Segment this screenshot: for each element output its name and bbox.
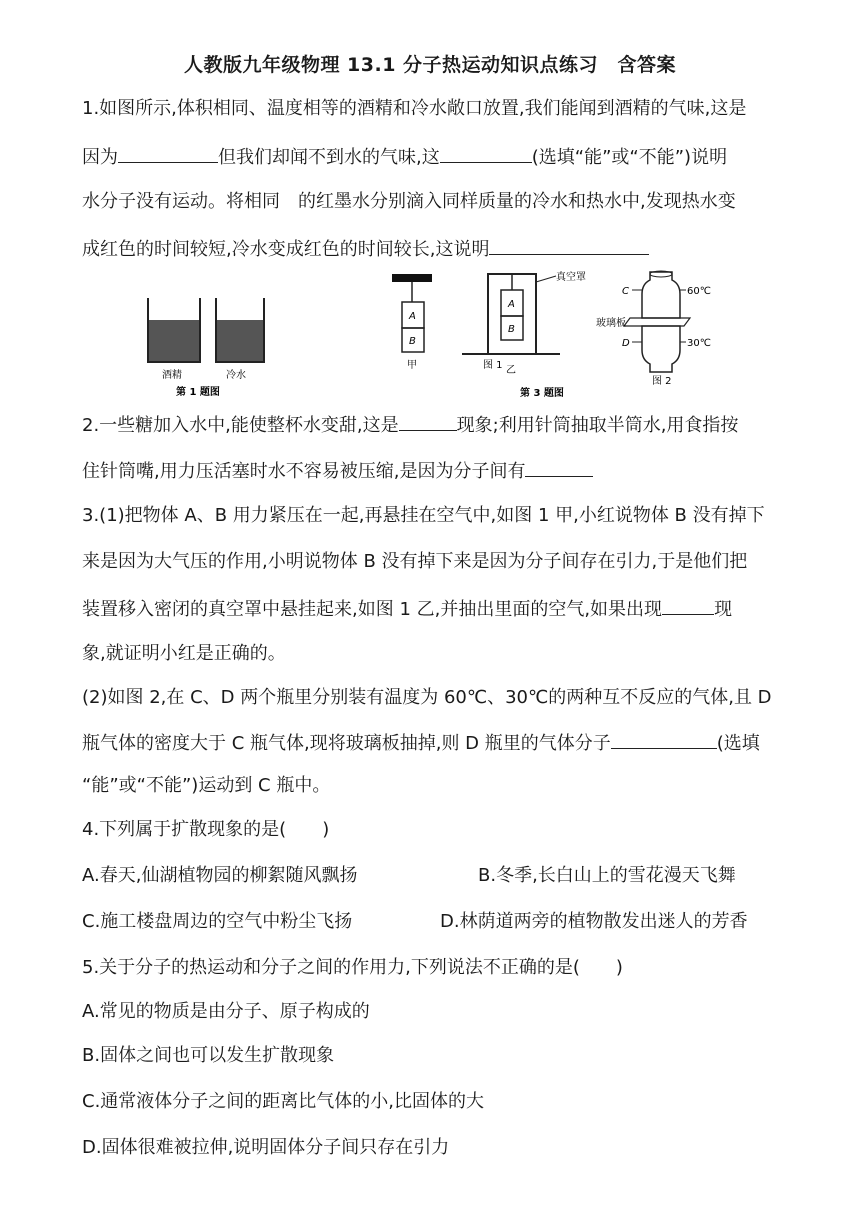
- fig-yi: [462, 270, 586, 399]
- q4-option-d[interactable]: D.林荫道两旁的植物散发出迷人的芳香: [440, 911, 748, 932]
- q5-option-a[interactable]: A.常见的物质是由分子、原子构成的: [82, 1001, 370, 1022]
- q2-text: 住针筒嘴,用力压活塞时水不容易被压缩,是因为分子间有: [82, 461, 526, 482]
- figure-beakers: [130, 290, 270, 400]
- beaker-alcohol: [148, 298, 200, 362]
- beaker-cold-water: [216, 298, 264, 362]
- q3-line-4: 象,就证明小红是正确的。: [82, 643, 286, 664]
- block-b-label: B: [409, 336, 416, 347]
- q2-text: 现象;利用针筒抽取半筒水,用食指按: [456, 415, 739, 436]
- q1-line-2: [82, 144, 842, 170]
- q3-line-6: [82, 730, 842, 756]
- q1-text: 成红色的时间较短,冷水变成红色的时间较长,这说明: [82, 239, 490, 260]
- label-alcohol: 酒精: [162, 370, 182, 381]
- block-a-label: A: [508, 299, 515, 310]
- q5-option-b[interactable]: B.固体之间也可以发生扩散现象: [82, 1045, 335, 1066]
- block-b-label: B: [508, 324, 515, 335]
- label-tu1: 图 1: [483, 360, 503, 371]
- answer-blank[interactable]: [118, 144, 218, 163]
- label-cold-water: 冷水: [226, 370, 246, 381]
- label-tu2: 图 2: [652, 376, 672, 387]
- temp-30-label: 30℃: [687, 338, 711, 349]
- q5-option-c[interactable]: C.通常液体分子之间的距离比气体的小,比固体的大: [82, 1091, 485, 1112]
- q2-line-2: [82, 458, 842, 484]
- answer-blank[interactable]: [662, 596, 714, 615]
- q3-text: 现: [714, 599, 733, 620]
- q3-text: 装置移入密闭的真空罩中悬挂起来,如图 1 乙,并抽出里面的空气,如果出现: [82, 599, 663, 620]
- q5-option-d[interactable]: D.固体很难被拉伸,说明固体分子间只存在引力: [82, 1137, 450, 1158]
- q1-text: 但我们却闻不到水的气味,这: [218, 147, 440, 168]
- q1-line-3: 水分子没有运动。将相同 的红墨水分别滴入同样质量的冷水和热水中,发现热水变: [82, 191, 736, 212]
- answer-blank[interactable]: [399, 412, 457, 431]
- q1-text: 因为: [82, 147, 118, 168]
- label-yi: 乙: [506, 365, 516, 376]
- glass-plate-label: 玻璃板: [596, 318, 626, 329]
- temp-60-label: 60℃: [687, 286, 711, 297]
- answer-blank[interactable]: [525, 458, 593, 477]
- q1-line-4: [82, 236, 842, 262]
- q3-line-5: (2)如图 2,在 C、D 两个瓶里分别装有温度为 60℃、30℃的两种互不反应的气体,且 D: [82, 687, 772, 708]
- q3-line-1: 3.(1)把物体 A、B 用力紧压在一起,再悬挂在空气中,如图 1 甲,小红说物体 B 没有掉下: [82, 505, 765, 526]
- fig-jia: [392, 274, 432, 371]
- answer-blank[interactable]: [440, 144, 532, 163]
- block-a-label: A: [409, 311, 416, 322]
- fig1-caption: 第 1 题图: [176, 387, 220, 398]
- q1-line-1: 1.如图所示,体积相同、温度相等的酒精和冷水敞口放置,我们能闻到酒精的气味,这是: [82, 98, 747, 119]
- q4-option-c[interactable]: C.施工楼盘周边的空气中粉尘飞扬: [82, 911, 353, 932]
- page-title: 人教版九年级物理 13.1 分子热运动知识点练习 含答案: [183, 54, 677, 76]
- q2-text: 2.一些糖加入水中,能使整杯水变甜,这是: [82, 415, 399, 436]
- fig3-caption: 第 3 题图: [520, 388, 564, 399]
- q4-option-a[interactable]: A.春天,仙湖植物园的柳絮随风飘扬: [82, 865, 358, 886]
- q1-text: (选填“能”或“不能”)说明: [531, 147, 728, 168]
- q3-line-3: [82, 596, 842, 622]
- q4-option-b[interactable]: B.冬季,长白山上的雪花漫天飞舞: [478, 865, 736, 886]
- q4-stem: 4.下列属于扩散现象的是( ): [82, 819, 330, 840]
- q3-text: 瓶气体的密度大于 C 瓶气体,现将玻璃板抽掉,则 D 瓶里的气体分子: [82, 733, 611, 754]
- q3-line-2: 来是因为大气压的作用,小明说物体 B 没有掉下来是因为分子间存在引力,于是他们把: [82, 551, 748, 572]
- label-vacuum-cover: 真空罩: [556, 272, 586, 283]
- answer-blank[interactable]: [611, 730, 717, 749]
- q3-line-7: “能”或“不能”)运动到 C 瓶中。: [82, 775, 331, 796]
- fig-bottles: [596, 271, 711, 387]
- answer-blank[interactable]: [489, 236, 649, 255]
- bottle-d-label: D: [622, 338, 630, 349]
- q5-stem: 5.关于分子的热运动和分子之间的作用力,下列说法不正确的是( ): [82, 957, 623, 978]
- q2-line-1: [82, 412, 842, 438]
- bottle-c-label: C: [622, 286, 629, 297]
- label-jia: 甲: [407, 360, 417, 371]
- q3-text: (选填: [716, 733, 760, 754]
- figure-q3: [390, 268, 720, 402]
